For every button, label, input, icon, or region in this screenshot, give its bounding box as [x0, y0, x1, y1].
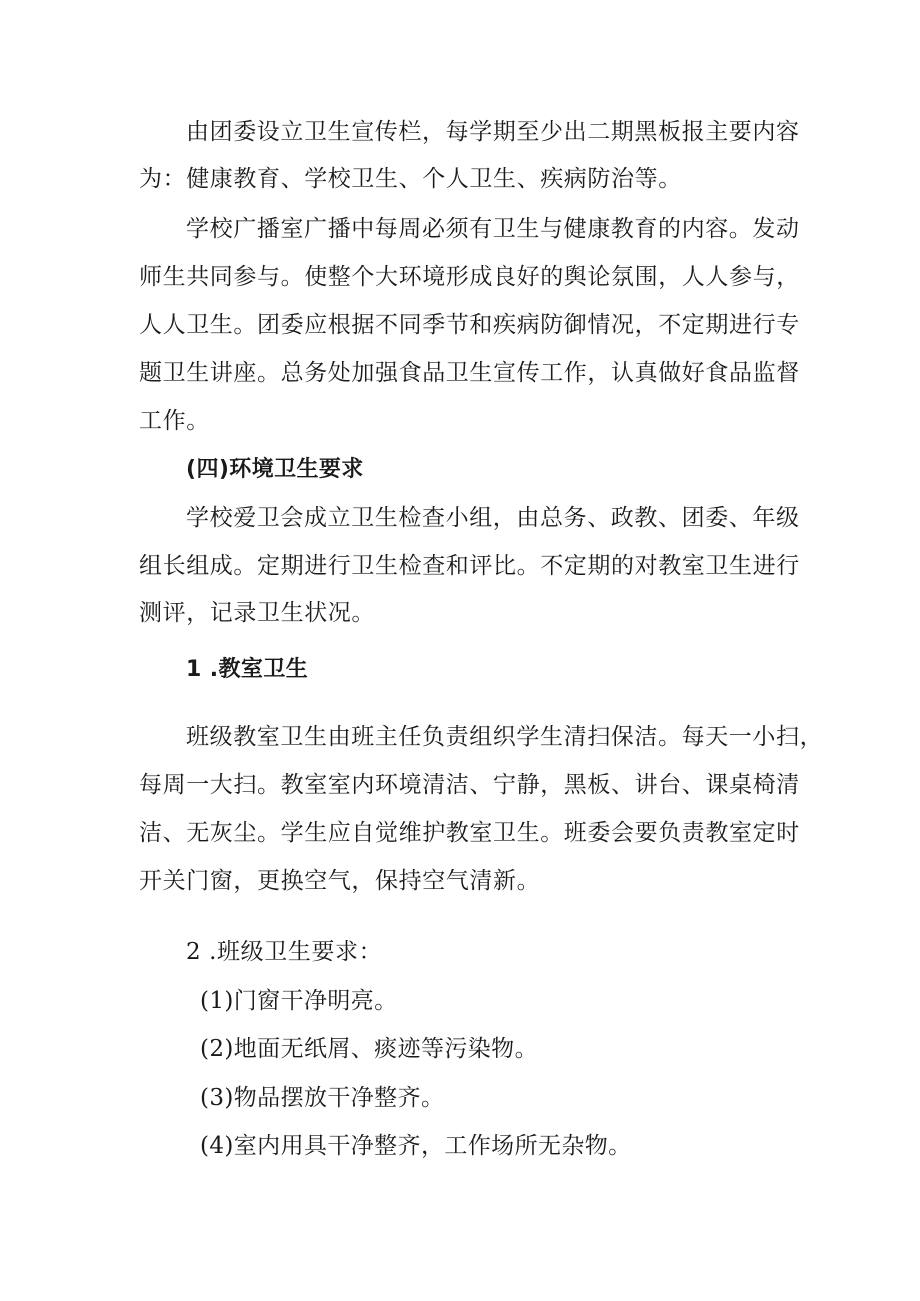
requirement-item-4: (4)室内用具干净整齐，工作场所无杂物。 [200, 1133, 632, 1159]
section-heading-environment: (四)环境卫生要求 [186, 457, 364, 482]
paragraph-2-line-5: 工作。 [139, 408, 210, 434]
requirement-item-1: (1)门窗干净明亮。 [200, 988, 398, 1014]
requirement-item-2: (2)地面无纸屑、痰迹等污染物。 [200, 1036, 538, 1062]
paragraph-4-line-2: 每周一大扫。教室室内环境清洁、宁静，黑板、讲台、课桌椅清 [139, 772, 800, 798]
requirement-item-3: (3)物品摆放干净整齐。 [200, 1085, 445, 1111]
paragraph-1-line-1: 由团委设立卫生宣传栏，每学期至少出二期黑板报主要内容 [186, 119, 800, 145]
paragraph-4-line-1: 班级教室卫生由班主任负责组织学生清扫保洁。每天一小扫， [186, 724, 824, 750]
paragraph-3-line-3: 测评，记录卫生状况。 [139, 600, 375, 626]
subheading-classroom-hygiene: 1 .教室卫生 [186, 657, 309, 682]
paragraph-2-line-4: 题卫生讲座。总务处加强食品卫生宣传工作，认真做好食品监督 [139, 360, 800, 386]
paragraph-2-line-2: 师生共同参与。使整个大环境形成良好的舆论氛围，人人参与， [139, 264, 800, 290]
paragraph-2-line-3: 人人卫生。团委应根据不同季节和疾病防御情况，不定期进行专 [139, 312, 800, 338]
paragraph-3-line-2: 组长组成。定期进行卫生检查和评比。不定期的对教室卫生进行 [139, 553, 800, 579]
paragraph-1-line-2: 为：健康教育、学校卫生、个人卫生、疾病防治等。 [139, 166, 682, 192]
paragraph-2-line-1: 学校广播室广播中每周必须有卫生与健康教育的内容。发动 [186, 216, 800, 242]
subheading-class-hygiene-requirements: 2 .班级卫生要求： [186, 939, 383, 965]
paragraph-4-line-4: 开关门窗，更换空气，保持空气清新。 [139, 868, 541, 894]
paragraph-3-line-1: 学校爱卫会成立卫生检查小组，由总务、政教、团委、年级 [186, 505, 800, 531]
paragraph-4-line-3: 洁、无灰尘。学生应自觉维护教室卫生。班委会要负责教室定时 [139, 820, 800, 846]
